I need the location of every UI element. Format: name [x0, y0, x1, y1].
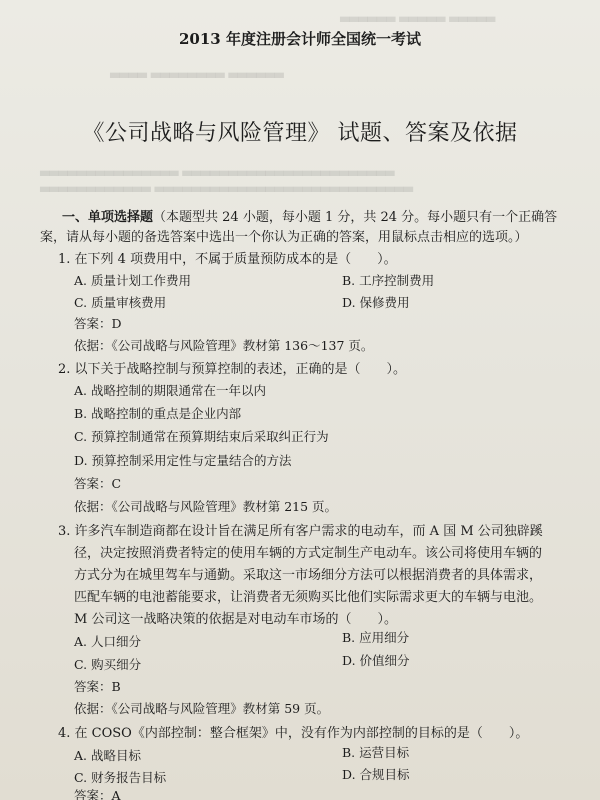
question-4-option-c[interactable]: C. 财务报告目标: [74, 770, 167, 785]
document-title: 《公司战略与风险管理》 试题、答案及依据: [82, 121, 518, 146]
section-instructions-line1: （本题型共 24 小题，每小题 1 分，共 24 分。每小题只有一个正确答: [153, 210, 558, 225]
question-1-option-b[interactable]: B. 工序控制费用: [342, 273, 435, 288]
question-2-basis: 依据：《公司战略与风险管理》教材第 215 页。: [74, 499, 338, 514]
question-1-basis: 依据：《公司战略与风险管理》教材第 136～137 页。: [74, 338, 374, 353]
exam-header: 2013 年度注册会计师全国统一考试: [179, 30, 421, 48]
question-3-option-c[interactable]: C. 购买细分: [74, 657, 142, 672]
question-2-answer: 答案：C: [74, 476, 122, 491]
show-through-text: ▃▃▃▃▃▃ ▃▃▃▃▃ ▃▃▃▃▃: [340, 8, 496, 22]
question-3-option-d[interactable]: D. 价值细分: [342, 653, 410, 668]
section-intro: [62, 208, 557, 227]
question-2-option-c[interactable]: C. 预算控制通常在预算期结束后采取纠正行为: [74, 429, 329, 444]
question-2-stem: 2. 以下关于战略控制与预算控制的表述，正确的是（ ）。: [58, 362, 407, 377]
question-1-answer: 答案：D: [74, 316, 122, 331]
question-2-option-d[interactable]: D. 预算控制采用定性与定量结合的方法: [74, 453, 292, 468]
question-4-stem: 4. 在 COSO《内部控制：整合框架》中，没有作为内部控制的目标的是（ ）。: [58, 726, 529, 741]
question-3-basis: 依据：《公司战略与风险管理》教材第 59 页。: [74, 701, 330, 716]
question-2-option-b[interactable]: B. 战略控制的重点是企业内部: [74, 406, 242, 421]
question-3-stem-line: M 公司这一战略决策的依据是对电动车市场的（ ）。: [74, 612, 397, 627]
question-3-option-a[interactable]: A. 人口细分: [74, 634, 141, 649]
show-through-text: ▃▃▃▃▃▃▃▃▃▃▃▃▃▃▃ ▃▃▃▃▃▃▃▃▃▃▃▃▃▃▃▃▃▃▃▃▃▃▃: [40, 162, 395, 176]
question-1-option-c[interactable]: C. 质量审核费用: [74, 295, 167, 310]
question-2-option-a[interactable]: A. 战略控制的期限通常在一年以内: [74, 383, 266, 398]
question-1-option-d[interactable]: D. 保修费用: [342, 295, 410, 310]
question-4-option-b[interactable]: B. 运营目标: [342, 745, 410, 760]
question-4-option-a[interactable]: A. 战略目标: [74, 748, 141, 763]
section-instructions-line2: 案，请从每小题的备选答案中选出一个你认为正确的答案，用鼠标点击相应的选项。）: [40, 230, 528, 245]
question-4-option-d[interactable]: D. 合规目标: [342, 767, 410, 782]
question-1-stem: 1. 在下列 4 项费用中，不属于质量预防成本的是（ ）。: [58, 252, 397, 267]
question-3-stem-line: 匹配车辆的电池蓄能要求，让消费者无须购买比他们实际需求更大的车辆与电池。: [74, 590, 543, 605]
question-3-stem-line: 径，决定按照消费者特定的使用车辆的方式定制生产电动车。该公司将使用车辆的: [74, 546, 543, 561]
question-3-answer: 答案：B: [74, 679, 121, 694]
question-3-stem-line: 3. 许多汽车制造商都在设计旨在满足所有客户需求的电动车，而 A 国 M 公司独辟蹊: [58, 524, 543, 539]
question-1-option-a[interactable]: A. 质量计划工作费用: [74, 273, 191, 288]
show-through-text: ▃▃▃▃ ▃▃▃▃▃▃▃▃ ▃▃▃▃▃▃: [110, 64, 284, 78]
question-3-stem-line: 方式分为在城里驾车与通勤。采取这一市场细分方法可以根据消费者的具体需求，: [74, 568, 543, 583]
show-through-text: ▃▃▃▃▃▃▃▃▃▃▃▃ ▃▃▃▃▃▃▃▃▃▃▃▃▃▃▃▃▃▃▃▃▃▃▃▃▃▃▃▃: [40, 178, 413, 192]
question-4-answer: 答案：A: [74, 788, 121, 800]
section-heading: 一、单项选择题: [62, 210, 154, 225]
question-3-option-b[interactable]: B. 应用细分: [342, 630, 410, 645]
